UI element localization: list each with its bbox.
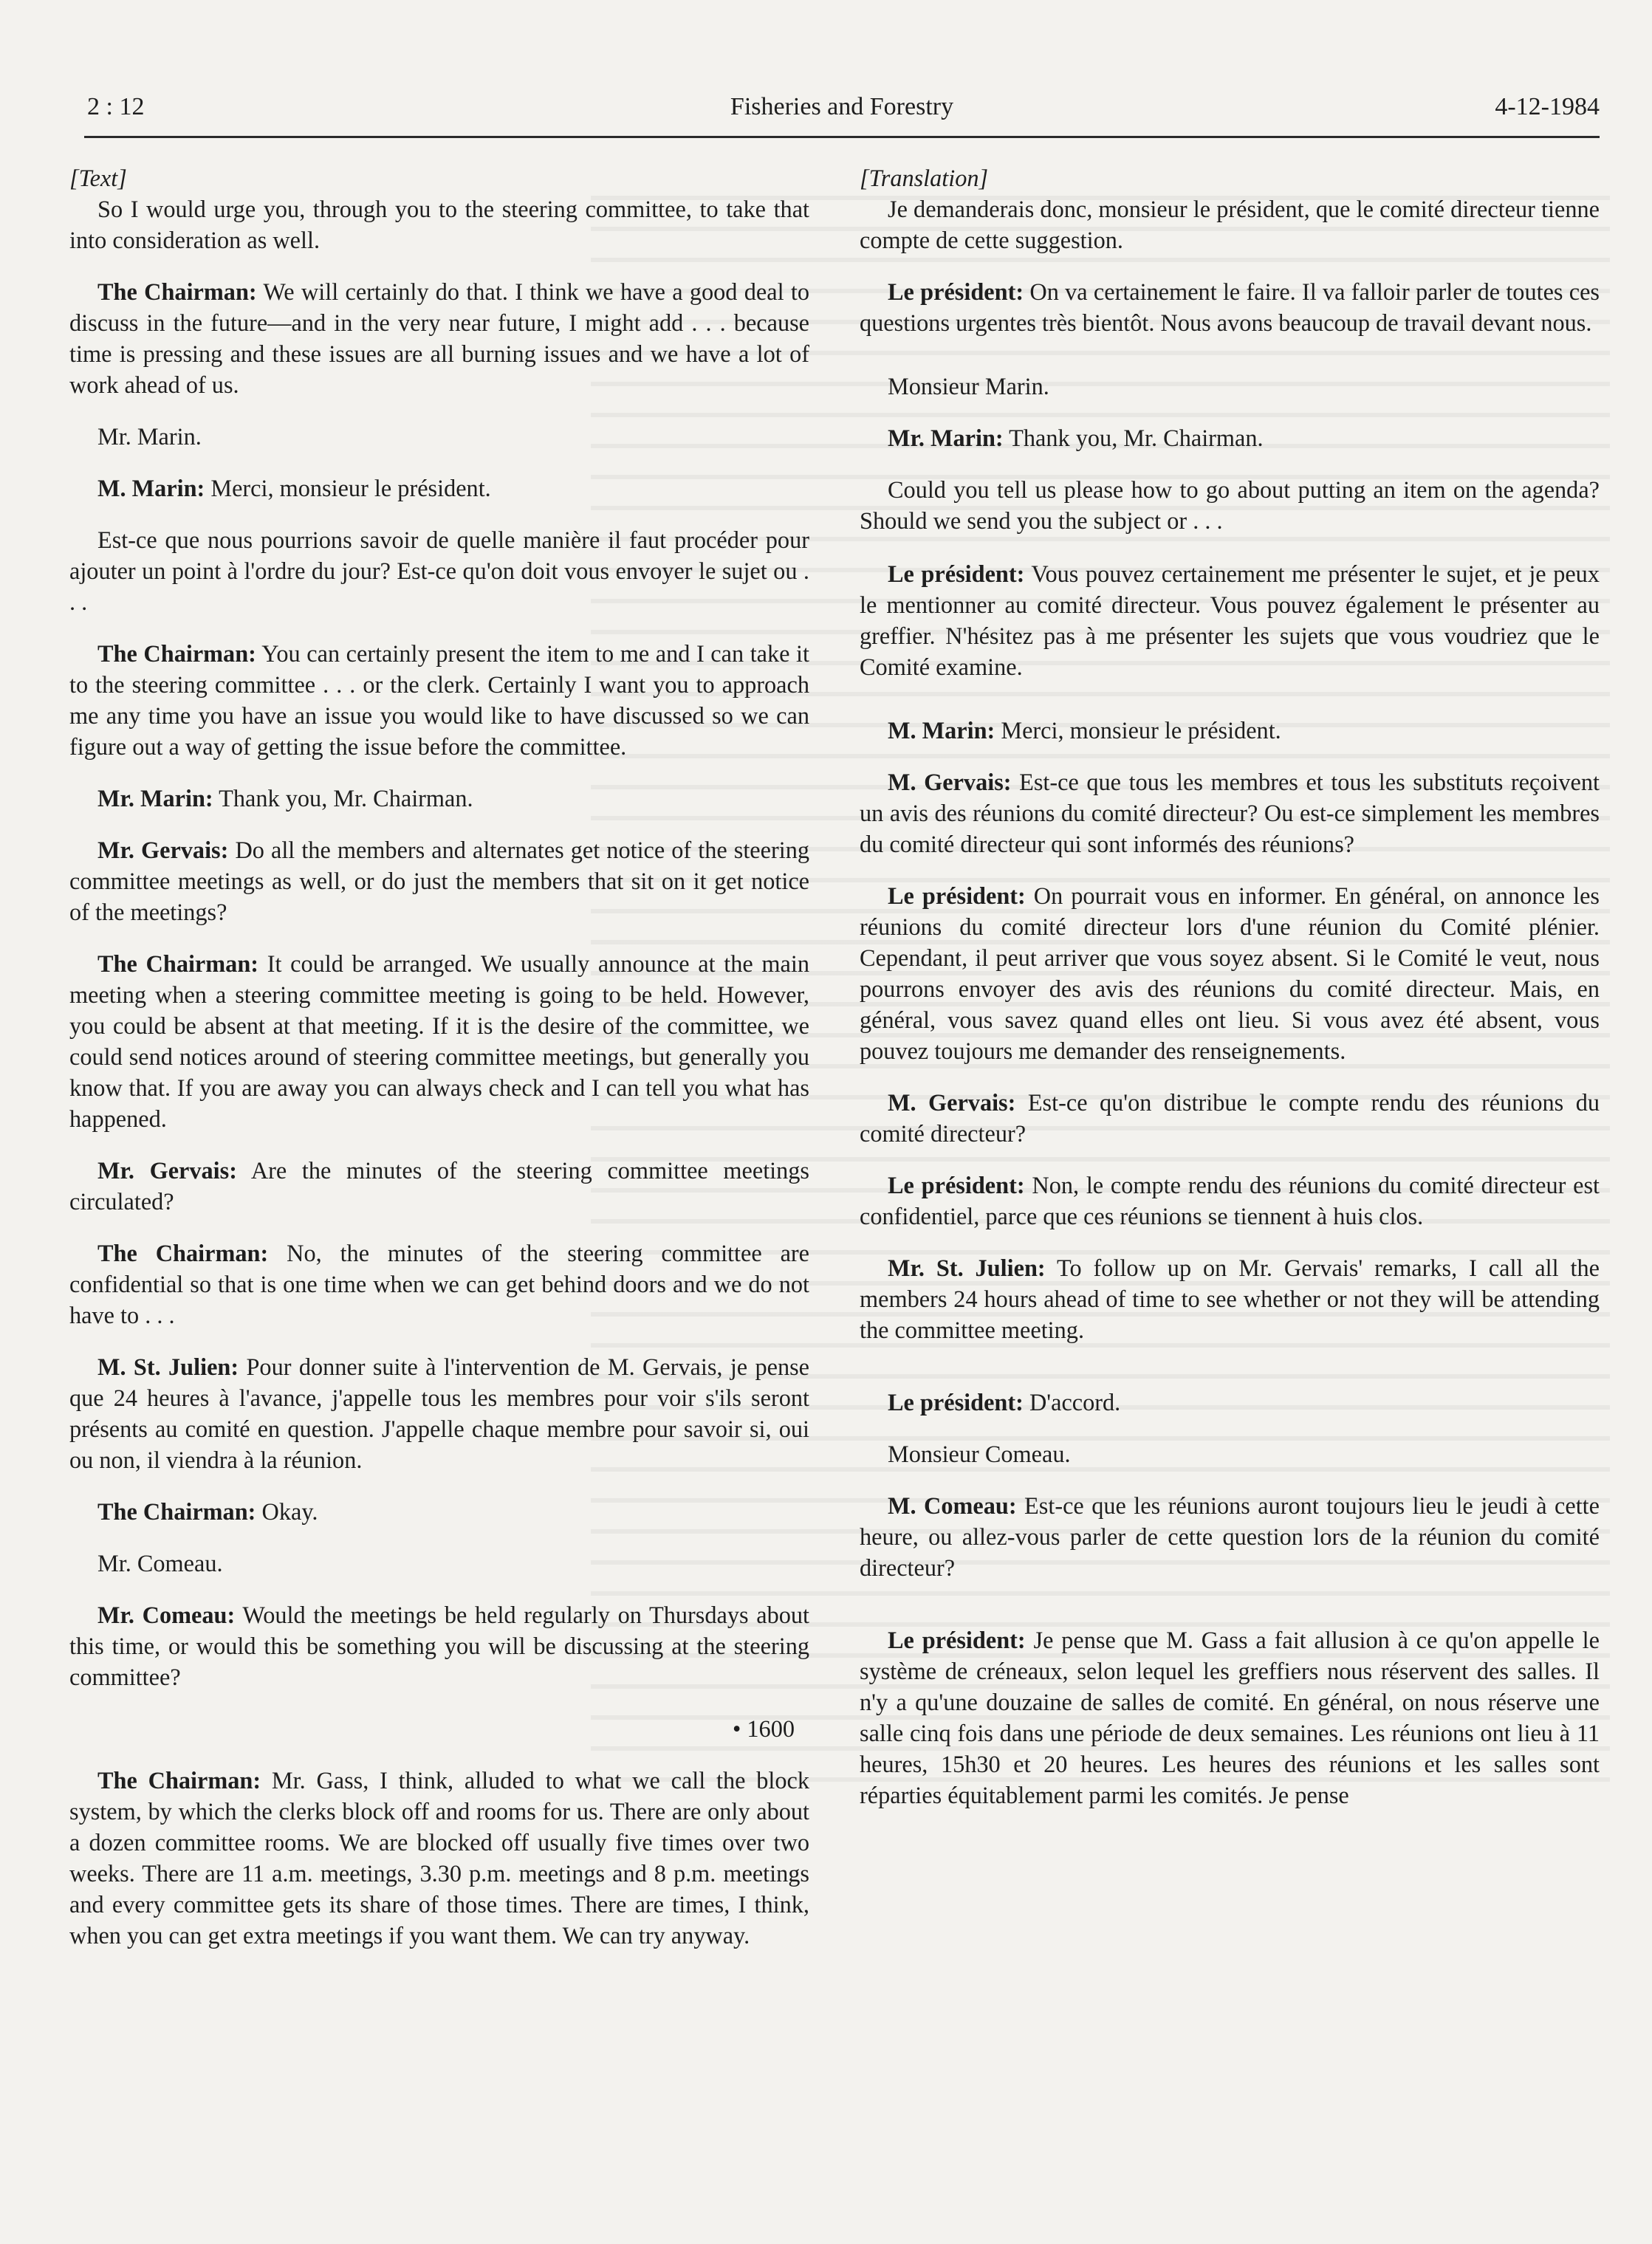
speech-text: Thank you, Mr. Chairman. <box>213 785 473 812</box>
speaker-name: M. Gervais: <box>888 1089 1016 1116</box>
speech-text: Mr. Gass, I think, alluded to what we call the block system, by which the clerks block off and rooms for us. There are only about a dozen committee rooms. We are blocked off usually five times over two weeks. There are 11 a.m. meetings, 3.30 p.m. meetings and 8 p.m. meetings and every committee gets its share of those times. There are times, I think, when you can get extra meetings if you want them. We can try anyway. <box>69 1767 809 1949</box>
speech-paragraph <box>860 1087 1600 1149</box>
speech-paragraph <box>69 638 809 762</box>
speech-paragraph <box>860 1170 1600 1232</box>
speaker-name: Le président: <box>888 560 1025 587</box>
paragraph: Je demanderais donc, monsieur le président, que le comité directeur tienne compte de cette suggestion. <box>860 196 1600 253</box>
time-marker: • 1600 <box>733 1715 795 1742</box>
speaker-name: Le président: <box>888 278 1024 305</box>
speech-text: We will certainly do that. I think we have a good deal to discuss in the future—and in the very near future, I might add . . . because time is pressing and these issues are all burning issues and we have a lot of work ahead of us. <box>69 278 809 398</box>
page-number: 2 : 12 <box>87 93 145 120</box>
speech-text: Est-ce que tous les membres et tous les substituts reçoivent un avis des réunions du comité directeur? Ou est-ce simplement les membres du comité directeur qui sont informés des réunions? <box>860 769 1600 857</box>
speech-text: Je pense que M. Gass a fait allusion à ce qu'on appelle le système de créneaux, selon lequel les greffiers nous réservent des salles. Il n'y a qu'une douzaine de salles de comité. En général, on nous réserve une salle cinq fois dans une période de deux semaines. Les réunions ont lieu à 11 heures, 15h30 et 20 heures. Les heures des réunions et les salles sont réparties équitablement parmi les comités. Je pense <box>860 1627 1600 1808</box>
speech-paragraph <box>69 1496 809 1527</box>
paragraph: Mr. Comeau. <box>97 1550 223 1576</box>
paragraph: Could you tell us please how to go about putting an item on the agenda? Should we send you the subject or . . . <box>860 476 1600 534</box>
speaker-name: Le président: <box>888 882 1026 909</box>
speaker-name: Mr. Marin: <box>888 425 1004 451</box>
speech-paragraph <box>860 880 1600 1066</box>
speaker-name: Le président: <box>888 1172 1025 1198</box>
speech-text: Would the meetings be held regularly on Thursdays about this time, or would this be something you will be discussing at the steering committee? <box>69 1602 810 1690</box>
speech-text: D'accord. <box>1023 1389 1121 1416</box>
speech-text: Okay. <box>256 1498 318 1525</box>
speech-text: On pourrait vous en informer. En général, on annonce les réunions du comité directeur lors d'une réunion du Comité plénier. Cependant, il peut arriver que vous soyez absent. Si le Comité le veut, nous pourrons envoyer des avis des réunions du comité directeur. Mais, en général, vous savez quand elles ont lieu. Si vous avez été absent, vous pouvez toujours me demander des renseignements. <box>860 882 1600 1064</box>
paragraph: Mr. Marin. <box>97 423 202 450</box>
speech-paragraph <box>69 1155 809 1217</box>
speaker-name: The Chairman: <box>97 1498 256 1525</box>
speech-text: On va certainement le faire. Il va falloir parler de toutes ces questions urgentes très bientôt. Nous avons beaucoup de travail devant nous. <box>860 278 1600 336</box>
paragraph: Est-ce que nous pourrions savoir de quelle manière il faut procéder pour ajouter un point à l'ordre du jour? Est-ce qu'on doit vous envoyer le sujet ou . . . <box>69 526 809 615</box>
speech-paragraph <box>69 783 809 814</box>
speech-paragraph <box>69 834 809 927</box>
speaker-name: Le président: <box>888 1627 1026 1653</box>
speech-paragraph <box>860 715 1600 746</box>
speaker-name: M. St. Julien: <box>97 1353 239 1380</box>
speech-text: You can certainly present the item to me and I can take it to the steering committee . . . or the clerk. Certainly I want you to approach me any time you have an issue you would like to have discussed so we can figure out a way of getting the issue before the committee. <box>69 640 809 760</box>
paragraph: Monsieur Comeau. <box>888 1441 1071 1467</box>
speaker-name: The Chairman: <box>97 950 259 977</box>
speaker-name: The Chairman: <box>97 640 256 667</box>
speech-paragraph <box>860 422 1600 453</box>
speech-text: Vous pouvez certainement me présenter le sujet, et je peux le mentionner au comité directeur. Vous pouvez également le présenter au greffier. N'hésitez pas à me présenter les sujets que vous voudriez que le Comité examine. <box>860 560 1600 680</box>
speaker-name: Mr. Gervais: <box>97 837 229 863</box>
speaker-name: M. Comeau: <box>888 1492 1017 1519</box>
speech-paragraph <box>860 1387 1600 1418</box>
speaker-name: Mr. Marin: <box>97 785 213 812</box>
speech-text: Are the minutes of the steering committee meetings circulated? <box>69 1157 810 1215</box>
speaker-name: Le président: <box>888 1389 1024 1416</box>
speech-text: Pour donner suite à l'intervention de M. Gervais, je pense que 24 heures à l'avance, j'appelle tous les membres pour voir s'ils seront présents au comité en question. J'appelle chaque membre pour savoir si, oui ou non, il viendra à la réunion. <box>69 1353 810 1473</box>
speaker-name: M. Marin: <box>97 475 205 501</box>
speaker-name: M. Marin: <box>888 717 995 744</box>
speech-paragraph <box>69 1765 809 1951</box>
speech-text: To follow up on Mr. Gervais' remarks, I call all the members 24 hours ahead of time to see whether or not they will be attending the committee meeting. <box>860 1255 1600 1343</box>
speech-paragraph <box>860 1252 1600 1345</box>
speech-text: No, the minutes of the steering committee are confidential so that is one time when we can get behind doors and we do not have to . . . <box>69 1240 809 1328</box>
speech-paragraph <box>860 1490 1600 1583</box>
speech-paragraph <box>860 1624 1600 1811</box>
speech-text: Est-ce que les réunions auront toujours lieu le jeudi à cette heure, ou allez-vous parler de cette question lors de la réunion du comité directeur? <box>860 1492 1600 1581</box>
speech-text: Merci, monsieur le président. <box>205 475 491 501</box>
french-column <box>860 162 1600 1831</box>
speech-text: It could be arranged. We usually announce at the main meeting when a steering committee meeting is going to be held. However, you could be absent at that meeting. If it is the desire of the committee, we could send notices around of steering committee meetings, but generally you know that. If you are away you can always check and I can tell you what has happened. <box>69 950 809 1132</box>
speech-text: Thank you, Mr. Chairman. <box>1003 425 1264 451</box>
paragraph: So I would urge you, through you to the steering committee, to take that into consideration as well. <box>69 196 809 253</box>
speech-text: Do all the members and alternates get notice of the steering committee meetings as well, or do just the members that sit on it get notice of the meetings? <box>69 837 810 925</box>
speaker-name: The Chairman: <box>97 1767 261 1794</box>
section-label: [Translation] <box>860 165 989 191</box>
speaker-name: Mr. St. Julien: <box>888 1255 1046 1281</box>
speech-paragraph <box>69 1238 809 1331</box>
speech-text: Est-ce qu'on distribue le compte rendu des réunions du comité directeur? <box>860 1089 1600 1147</box>
speech-text: Merci, monsieur le président. <box>995 717 1281 744</box>
speech-paragraph <box>860 558 1600 682</box>
page-header <box>84 83 1600 138</box>
speech-paragraph <box>860 766 1600 859</box>
speaker-name: The Chairman: <box>97 278 257 305</box>
english-column <box>69 162 809 1972</box>
header-date: 4-12-1984 <box>1495 93 1600 120</box>
speaker-name: M. Gervais: <box>888 769 1012 795</box>
speech-paragraph <box>69 1351 809 1475</box>
speech-paragraph <box>860 276 1600 338</box>
speech-paragraph <box>69 948 809 1134</box>
section-label: [Text] <box>69 165 127 191</box>
speech-paragraph <box>69 473 809 504</box>
speaker-name: The Chairman: <box>97 1240 269 1266</box>
paragraph: Monsieur Marin. <box>888 373 1049 399</box>
speaker-name: Mr. Comeau: <box>97 1602 236 1628</box>
speaker-name: Mr. Gervais: <box>97 1157 237 1184</box>
running-title: Fisheries and Forestry <box>730 93 954 120</box>
speech-paragraph <box>69 276 809 400</box>
speech-paragraph <box>69 1599 809 1692</box>
speech-text: Non, le compte rendu des réunions du comité directeur est confidentiel, parce que ces réunions se tiennent à huis clos. <box>860 1172 1600 1229</box>
